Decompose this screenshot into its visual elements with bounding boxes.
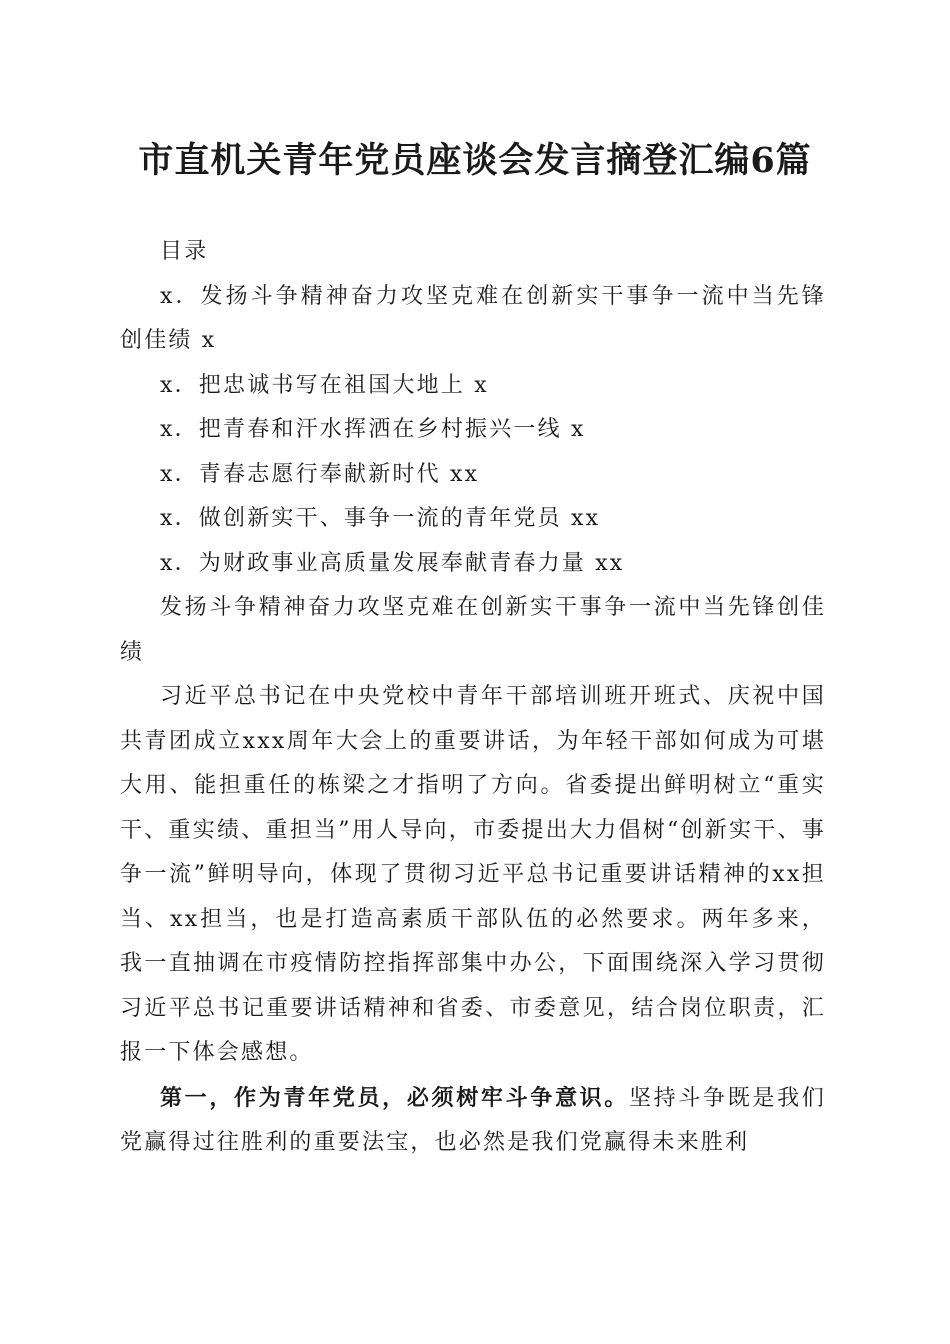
document-title: 市直机关青年党员座谈会发言摘登汇编6篇 bbox=[138, 140, 812, 181]
toc-item: x．为财政事业高质量发展奉献青春力量 xx bbox=[160, 550, 625, 576]
document-body bbox=[120, 230, 826, 1166]
body-paragraph-last bbox=[120, 1076, 826, 1166]
paragraph-lead: 第一，作为青年党员，必须树牢斗争意识。 bbox=[160, 1084, 629, 1111]
toc-item: x．把青春和汗水挥洒在乡村振兴一线 x bbox=[160, 417, 586, 442]
toc-item: x．青春志愿行奉献新时代 xx bbox=[160, 461, 480, 487]
toc-item: x．做创新实干、事争一流的青年党员 xx bbox=[160, 506, 601, 531]
toc-item: x．把忠诚书写在祖国大地上 x bbox=[160, 372, 489, 398]
toc-heading: 目录 bbox=[160, 239, 209, 264]
toc-item: x．发扬斗争精神奋力攻坚克难在创新实干事争一流中当先锋创佳绩 x bbox=[120, 283, 826, 353]
paragraph-rest: 坚持斗争既是我们党赢得过往胜利的重要法宝，也必然是我们党赢得未来胜利 bbox=[120, 1085, 826, 1155]
body-paragraph: 习近平总书记在中央党校中青年干部培训班开班式、庆祝中国共青团成立xxx周年大会上的重要讲话，为年轻干部如何成为可堪大用、能担重任的栋梁之才指明了方向。省委提出鲜明树立“重实干、重实绩、重担当”用人导向，市委提出大力倡树“创新实干、事争一流”鲜明导向，体现了贯彻习近平总书记重要讲话精神的xx担当、xx担当，也是打造高素质干部队伍的必然要求。两年多来，我一直抽调在市疫情防控指挥部集中办公，下面围绕深入学习贯彻习近平总书记重要讲话精神和省委、市委意见，结合岗位职责，汇报一下体会感想。 bbox=[120, 684, 826, 1065]
section-title: 发扬斗争精神奋力攻坚克难在创新实干事争一流中当先锋创佳绩 bbox=[120, 595, 826, 665]
